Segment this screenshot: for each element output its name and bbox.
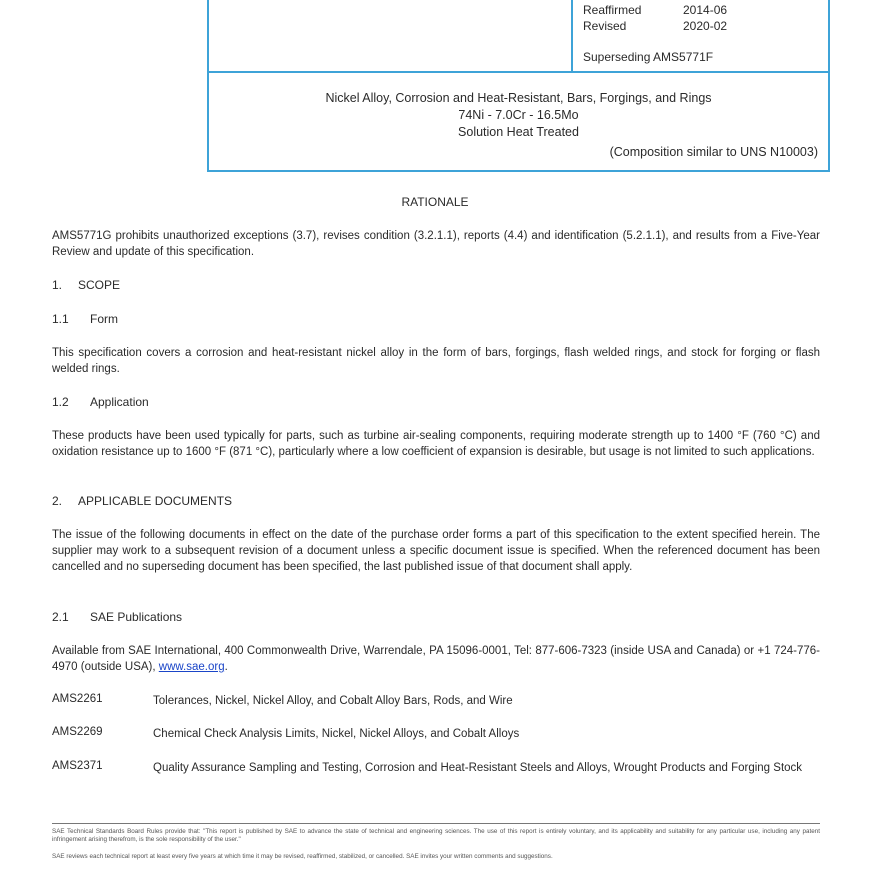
date-info bbox=[583, 2, 727, 34]
section-1-2-heading bbox=[52, 395, 149, 409]
sentence-end: . bbox=[224, 661, 228, 673]
section-2-heading bbox=[52, 494, 232, 508]
section-1-1-heading bbox=[52, 312, 118, 326]
reaffirmed-label: Reaffirmed bbox=[583, 3, 642, 17]
superseding-note: Superseding AMS5771F bbox=[583, 50, 714, 64]
reference-description: Chemical Check Analysis Limits, Nickel, Nickel Alloys, and Cobalt Alloys bbox=[153, 728, 520, 740]
title-line-1: Nickel Alloy, Corrosion and Heat-Resistant, Bars, Forgings, and Rings bbox=[325, 91, 712, 105]
revised-label: Revised bbox=[583, 19, 627, 33]
document-title bbox=[209, 90, 828, 141]
revised-date: 2020-02 bbox=[683, 19, 728, 33]
rationale-heading: RATIONALE bbox=[401, 195, 469, 209]
footer-rule bbox=[52, 823, 820, 824]
reference-description: Quality Assurance Sampling and Testing, Corrosion and Heat-Resistant Steels and Alloys, Wrought Products and Forging Stock bbox=[153, 762, 803, 774]
header-column-divider bbox=[571, 0, 573, 73]
section-2-text: The issue of the following documents in effect on the date of the purchase order forms a part of this specification to the extent specified herein. The supplier may work to a subsequent revision of a document unless a specific document issue is specified. When the referenced document has been cancelled and no superseding document has been specified, the last published issue of that document shall apply. bbox=[52, 529, 820, 573]
header-divider bbox=[209, 71, 828, 73]
reaffirmed-date: 2014-06 bbox=[683, 3, 728, 17]
reference-code: AMS2261 bbox=[52, 693, 103, 705]
section-title: APPLICABLE DOCUMENTS bbox=[78, 494, 233, 508]
reference-description: Tolerances, Nickel, Nickel Alloy, and Cobalt Alloy Bars, Rods, and Wire bbox=[153, 695, 513, 707]
reference-code: AMS2371 bbox=[52, 760, 103, 772]
footer-disclaimer: SAE Technical Standards Board Rules provide that: "This report is published by SAE to advance the state of technical and engineering sciences. The use of this report is entirely voluntary, and its applicability and suitability for any particular use, including any patent infringement arising therefrom, is the sole responsibility of the user." bbox=[52, 828, 820, 843]
title-line-2: 74Ni - 7.0Cr - 16.5Mo bbox=[458, 108, 579, 122]
composition-note: (Composition similar to UNS N10003) bbox=[609, 145, 818, 159]
section-number: 1.2 bbox=[52, 395, 69, 409]
header-box bbox=[207, 0, 830, 172]
section-number: 1.1 bbox=[52, 312, 69, 326]
sae-address: Available from SAE International, 400 Commonwealth Drive, Warrendale, PA 15096-0001, Tel: 877-606-7323 (inside USA and Canada) or +1 724-776-4970 (outside USA), bbox=[52, 645, 820, 673]
reference-code: AMS2269 bbox=[52, 726, 103, 738]
footer-review-note: SAE reviews each technical report at least every five years at which time it may be revised, reaffirmed, stabilized, or cancelled. SAE invites your written comments and suggestions. bbox=[52, 853, 553, 860]
section-1-heading bbox=[52, 278, 120, 292]
section-title: SAE Publications bbox=[90, 610, 183, 624]
section-2-1-text bbox=[52, 643, 820, 675]
section-number: 2.1 bbox=[52, 610, 69, 624]
section-title: Form bbox=[90, 312, 118, 326]
section-number: 2. bbox=[52, 494, 63, 508]
section-title: SCOPE bbox=[78, 278, 121, 292]
title-line-3: Solution Heat Treated bbox=[458, 125, 579, 139]
sae-website-link[interactable]: www.sae.org bbox=[158, 661, 225, 673]
section-1-1-text: This specification covers a corrosion and heat-resistant nickel alloy in the form of bars, forgings, flash welded rings, and stock for forging or flash welded rings. bbox=[52, 347, 820, 375]
rationale-text: AMS5771G prohibits unauthorized exceptions (3.7), revises condition (3.2.1.1), reports (4.4) and identification (5.2.1.1), and results from a Five-Year Review and update of this specification. bbox=[52, 230, 820, 258]
section-number: 1. bbox=[52, 278, 63, 292]
section-2-1-heading bbox=[52, 610, 182, 624]
section-1-2-text: These products have been used typically for parts, such as turbine air-sealing components, requiring moderate strength up to 1400 °F (760 °C) and oxidation resistance up to 1600 °F (871 °C), particularly where a low coefficient of expansion is desirable, but usage is not limited to such applications. bbox=[52, 430, 820, 458]
section-title: Application bbox=[90, 395, 149, 409]
